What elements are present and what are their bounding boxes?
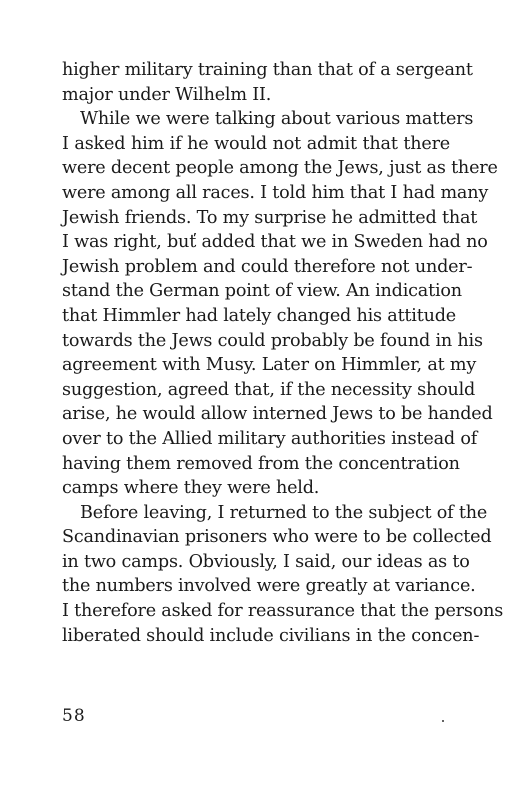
text-line: higher military training than that of a sergeant xyxy=(62,60,473,80)
text-line: I therefore asked for reassurance that the persons xyxy=(62,601,504,622)
text-line: I was right, buť added that we in Sweden had no xyxy=(62,232,488,253)
text-line: having them removed from the concentration xyxy=(62,453,460,474)
text-line: agreement with Musy. Later on Himmler, at my xyxy=(62,355,477,376)
text-line: over to the Allied military authorities instead of xyxy=(62,428,478,449)
text-line: the numbers involved were greatly at variance. xyxy=(62,576,476,597)
paragraph-start-line: Before leaving, I returned to the subject of the xyxy=(80,502,488,523)
text-line: that Himmler had lately changed his attitude xyxy=(62,305,457,326)
page-body xyxy=(62,58,504,648)
text-line: suggestion, agreed that, if the necessity should xyxy=(62,379,476,400)
text-line: stand the German point of view. An indication xyxy=(62,281,462,302)
page-number: 58 xyxy=(62,706,86,726)
ink-speck xyxy=(442,720,444,722)
text-line: in two camps. Obviously, I said, our ideas as to xyxy=(62,551,470,572)
page-footer xyxy=(62,706,450,730)
paragraph-start-line: While we were talking about various matters xyxy=(80,109,474,130)
text-line: were decent people among the Jews, just as there xyxy=(62,158,498,179)
text-line: I asked him if he would not admit that there xyxy=(62,133,450,154)
text-line: towards the Jews could probably be found in his xyxy=(62,330,483,351)
text-line: Scandinavian prisoners who were to be collected xyxy=(62,527,492,548)
text-line: Jewish friends. To my surprise he admitted that xyxy=(62,207,478,228)
text-line: Jewish problem and could therefore not under- xyxy=(62,256,473,277)
text-line: arise, he would allow interned Jews to be handed xyxy=(62,404,493,425)
text-line: were among all races. I told him that I had many xyxy=(62,182,489,203)
text-line: camps where they were held. xyxy=(62,478,320,499)
text-line: major under Wilhelm II. xyxy=(62,84,272,105)
text-line: liberated should include civilians in the concen- xyxy=(62,625,480,646)
